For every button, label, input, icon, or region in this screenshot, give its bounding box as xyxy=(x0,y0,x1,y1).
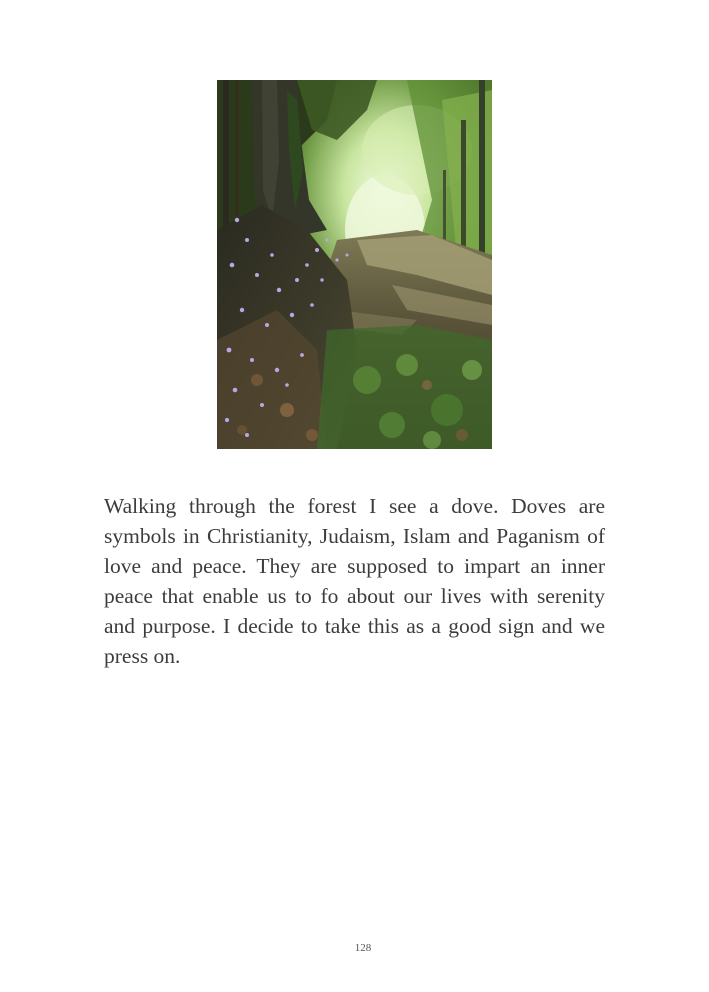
forest-path-photo xyxy=(217,80,492,449)
page-number: 128 xyxy=(354,942,372,954)
forest-path-illustration xyxy=(217,80,492,449)
body-paragraph: Walking through the forest I see a dove. Doves are symbols in Christianity, Judaism, Islam and Paganism of love and peace. They are supposed to impart an inner peace that enable us to fo about our lives with serenity and purpose. I decide to take this as a good sign and we press on. xyxy=(104,494,605,668)
